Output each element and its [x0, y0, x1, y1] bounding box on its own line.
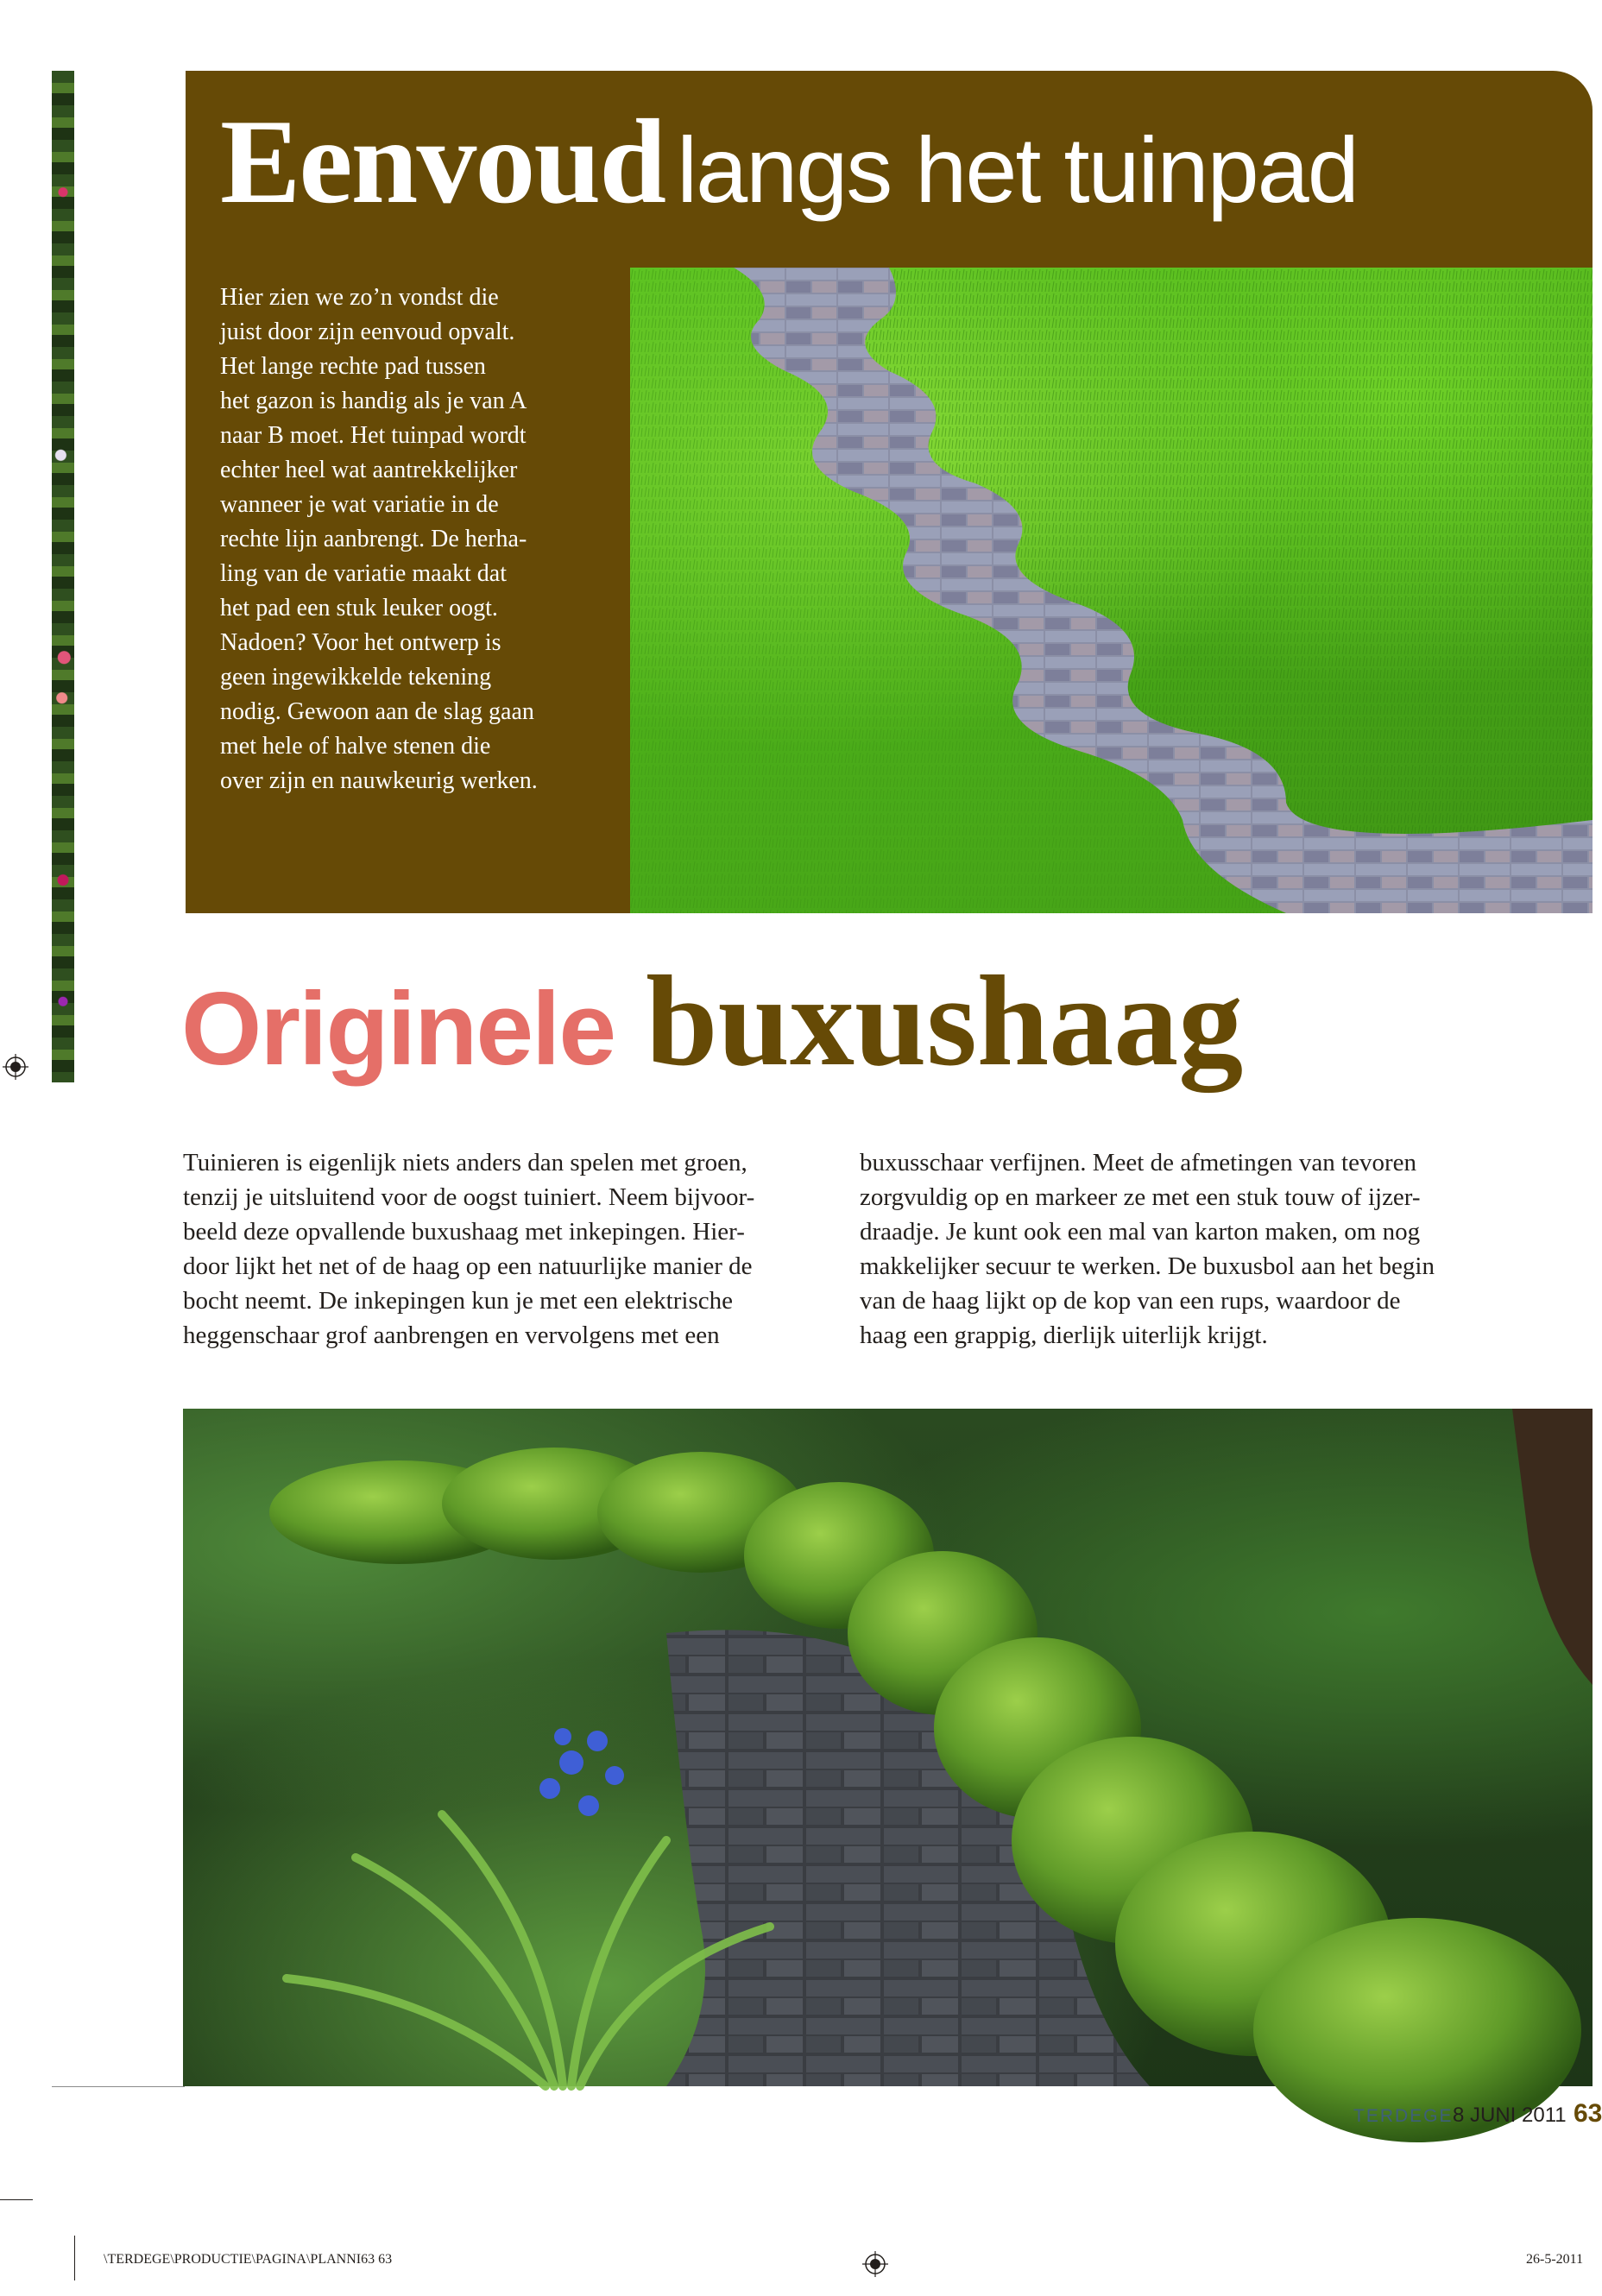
print-slug-path: \TERDEGE\PRODUCTIE\PAGINA\PLANNI63 63 — [104, 2252, 393, 2267]
intro-line: naar B moet. Het tuinpad wordt — [220, 422, 527, 449]
section2-title — [181, 949, 1244, 1093]
intro-line: rechte lijn aanbrengt. De herha- — [220, 526, 527, 552]
intro-line: het gazon is handig als je van A — [220, 388, 527, 414]
intro-line: Het lange rechte pad tussen — [220, 353, 486, 380]
intro-line: het pad een stuk leuker oogt. — [220, 595, 498, 621]
body-line: zorgvuldig op en markeer ze met een stuk touw of ijzer- — [860, 1183, 1421, 1211]
footer-rule — [52, 2086, 185, 2087]
body-line: makkelijker secuur te werken. De buxusbol aan het begin — [860, 1252, 1435, 1280]
registration-mark-icon — [862, 2251, 888, 2277]
section2-title-light: Originele — [181, 971, 615, 1087]
body-line: bocht neemt. De inkepingen kun je met een elektrische — [183, 1287, 733, 1315]
registration-mark-icon — [3, 1054, 28, 1080]
body-line: van de haag lijkt op de kop van een rups, waardoor de — [860, 1287, 1401, 1315]
crop-mark — [0, 2199, 33, 2200]
section1-title-bold: Eenvoud — [220, 95, 665, 229]
box-hedge-photo — [183, 1409, 1593, 2086]
crop-mark — [74, 2236, 75, 2280]
intro-line: nodig. Gewoon aan de slag gaan — [220, 698, 534, 725]
body-line: buxusschaar verfijnen. Meet de afmetingen van tevoren — [860, 1149, 1416, 1176]
intro-line: over zijn en nauwkeurig werken. — [220, 767, 538, 794]
intro-line: ling van de variatie maakt dat — [220, 560, 507, 587]
box-hedge-illustration — [183, 1409, 1593, 2086]
section1-title — [220, 95, 1358, 229]
body-line: draadje. Je kunt ook een mal van karton maken, om nog — [860, 1218, 1421, 1246]
body-column-1 — [183, 1145, 839, 1353]
footer-brand: TERDEGE — [1353, 2106, 1454, 2126]
flower-strip-image — [52, 71, 74, 1082]
body-line: beeld deze opvallende buxushaag met inkepingen. Hier- — [183, 1218, 745, 1246]
garden-path-illustration — [630, 268, 1593, 913]
section2-title-bold: buxushaag — [646, 949, 1244, 1093]
intro-line: echter heel wat aantrekkelijker — [220, 457, 518, 483]
body-column-2 — [860, 1145, 1542, 1353]
section1-title-light: langs het tuinpad — [677, 117, 1358, 222]
intro-line: geen ingewikkelde tekening — [220, 664, 492, 691]
print-slug-date: 26-5-2011 — [1526, 2252, 1584, 2267]
section1-intro — [220, 281, 600, 798]
body-line: tenzij je uitsluitend voor de oogst tuiniert. Neem bijvoor- — [183, 1183, 755, 1211]
intro-line: met hele of halve stenen die — [220, 733, 491, 760]
intro-line: Nadoen? Voor het ontwerp is — [220, 629, 501, 656]
intro-line: Hier zien we zo’n vondst die — [220, 284, 499, 311]
garden-path-photo — [630, 268, 1593, 913]
body-line: Tuinieren is eigenlijk niets anders dan spelen met groen, — [183, 1149, 747, 1176]
page-number: 63 — [1574, 2099, 1602, 2128]
body-line: heggenschaar grof aanbrengen en vervolgens met een — [183, 1321, 720, 1349]
body-line: haag een grappig, dierlijk uiterlijk krijgt. — [860, 1321, 1268, 1349]
intro-line: juist door zijn eenvoud opvalt. — [220, 319, 515, 345]
body-line: door lijkt het net of de haag op een natuurlijke manier de — [183, 1252, 753, 1280]
intro-line: wanneer je wat variatie in de — [220, 491, 499, 518]
footer-date: 8 JUNI 2011 — [1453, 2104, 1567, 2127]
